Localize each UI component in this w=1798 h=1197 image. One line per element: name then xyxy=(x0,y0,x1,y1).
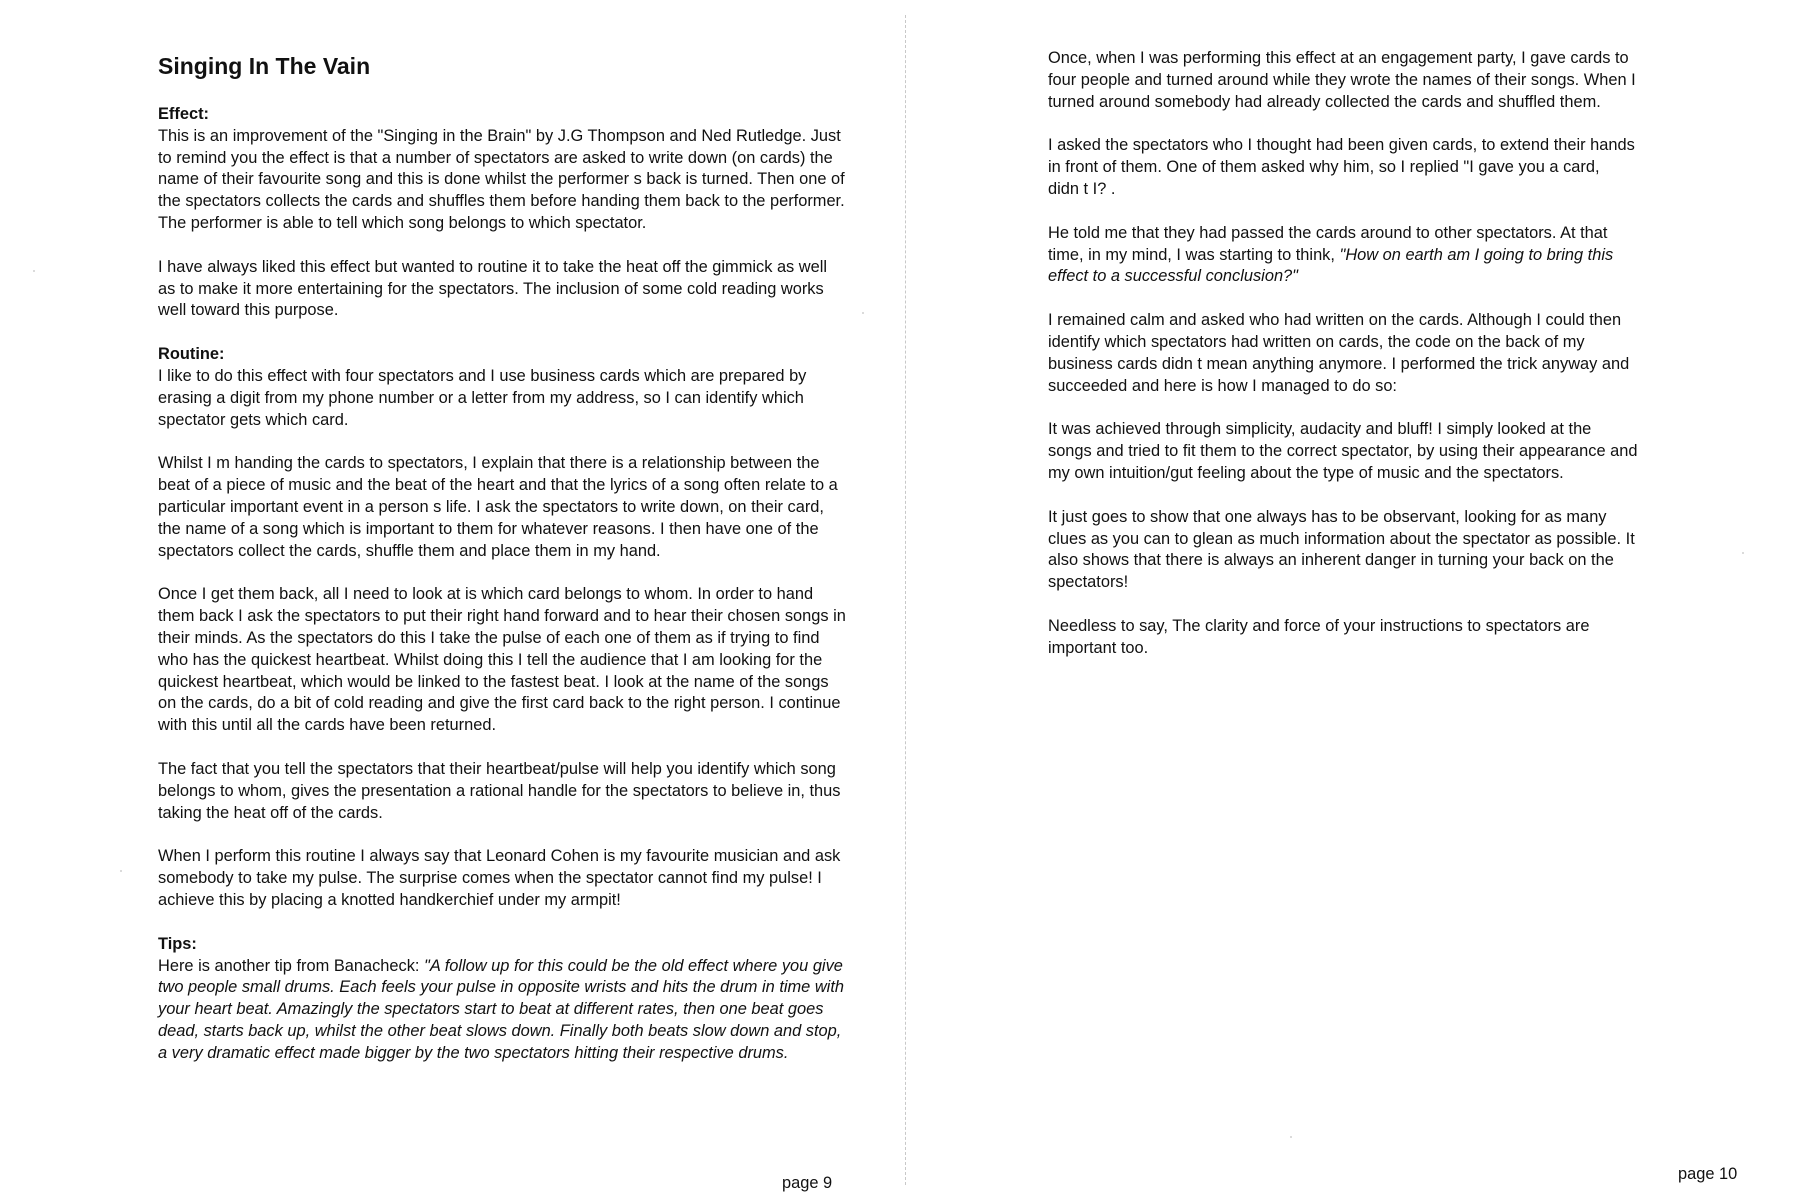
story-paragraph-2 xyxy=(1048,135,1638,200)
scan-speck xyxy=(1742,552,1744,554)
story-paragraph-3-text: He told me that they had passed the cards around to other spectators. At that time, in my mind, I was starting to think, xyxy=(1048,223,1608,264)
tips-heading: Tips: xyxy=(158,934,197,953)
effect-paragraph-2: I have always liked this effect but wanted to routine it to take the heat off the gimmick as well as to make it more entertaining for the spectators. The inclusion of some cold reading works well toward this purpose. xyxy=(158,257,828,320)
scan-speck xyxy=(862,312,864,314)
routine-paragraph-2: Whilst I m handing the cards to spectators, I explain that there is a relationship between the beat of a piece of music and the beat of the heart and that the lyrics of a song often relate to a particular important event in a person s life. I ask the spectators to write down, on their card, the name of a song which is important to them for whatever reasons. I then have one of the spectators collect the cards, shuffle them and place them in my hand. xyxy=(158,454,838,560)
story-paragraph-6: It just goes to show that one always has to be observant, looking for as many clues as you can to glean as much information about the spectator as possible. It also shows that there is always an inherent danger in turning your back on the spectators! xyxy=(1048,507,1635,592)
tips-paragraph xyxy=(158,956,848,1065)
story-paragraph-2-line-2: didn t I? . xyxy=(1048,179,1116,198)
routine-paragraph-5: When I perform this routine I always say that Leonard Cohen is my favourite musician and ask somebody to take my pulse. The surprise comes when the spectator cannot find my pulse! I achieve this by placing a knotted handkerchief under my armpit! xyxy=(158,847,841,909)
story-paragraph-3 xyxy=(1048,223,1638,288)
left-text-column xyxy=(158,48,848,1086)
routine-paragraph-3: Once I get them back, all I need to look at is which card belongs to whom. In order to hand them back I ask the spectators to put their right hand forward and to hear their chosen songs in their minds. As the spectators do this I take the pulse of each one of them as if trying to find who has the quickest heartbeat. Whilst doing this I tell the audience that I am looking for the quickest heartbeat, which would be linked to the fastest beat. I look at the name of the songs on the cards, do a bit of cold reading and give the first card back to the right person. I continue with this until all the cards have been returned. xyxy=(158,585,846,735)
scan-speck xyxy=(33,270,35,272)
story-paragraph-2-line-1: I asked the spectators who I thought had been given cards, to extend their hands in front of them. One of them asked why him, so I replied "I gave you a card, xyxy=(1048,136,1635,177)
tips-intro: Here is another tip from Banacheck: xyxy=(158,956,425,975)
article-title: Singing In The Vain xyxy=(158,53,371,79)
story-paragraph-7: Needless to say, The clarity and force of your instructions to spectators are important too. xyxy=(1048,616,1590,657)
scan-speck xyxy=(1290,1136,1292,1138)
effect-paragraph-1: This is an improvement of the "Singing in the Brain" by J.G Thompson and Ned Rutledge. Just to remind you the effect is that a number of spectators are asked to write down (on cards) the name of their favourite song and this is done whilst the performer s back is turned. Then one of the spectators collects the cards and shuffles them before handing them back to the performer. The performer is able to tell which song belongs to which spectator. xyxy=(158,126,845,232)
scan-speck xyxy=(120,870,122,872)
tips-quote: "A follow up for this could be the old effect where you give two people small drums. Each feels your pulse in opposite wrists and hits the drum in time with your heart beat. Amazingly the spectators start to beat at different rates, then one beat goes dead, starts back up, whilst the other beat slows down. Finally both beats slow down and stop, a very dramatic effect made bigger by the two spectators hitting their respective drums. xyxy=(158,956,844,1062)
right-text-column xyxy=(1048,48,1638,682)
story-paragraph-5: It was achieved through simplicity, audacity and bluff! I simply looked at the songs and tried to fit them to the correct spectator, by using their appearance and my own intuition/gut feeling about the type of music and the spectators. xyxy=(1048,420,1638,482)
routine-paragraph-4: The fact that you tell the spectators that their heartbeat/pulse will help you identify which song belongs to whom, gives the presentation a rational handle for the spectators to believe in, thus taking the heat off of the cards. xyxy=(158,759,841,822)
effect-heading: Effect: xyxy=(158,105,209,123)
routine-paragraph-1: I like to do this effect with four spectators and I use business cards which are prepared by erasing a digit from my phone number or a letter from my address, so I can identify which spectator gets which card. xyxy=(158,366,807,429)
page-number-left: page 9 xyxy=(782,1174,833,1192)
page-number-right: page 10 xyxy=(1678,1165,1738,1183)
story-paragraph-3-quote: "How on earth am I going to bring this effect to a successful conclusion?" xyxy=(1048,245,1614,286)
story-paragraph-4: I remained calm and asked who had written on the cards. Although I could then identify which spectators had written on cards, the code on the back of my business cards didn t mean anything anymore. I performed the trick anyway and succeeded and here is how I managed to do so: xyxy=(1048,311,1630,395)
story-paragraph-1: Once, when I was performing this effect at an engagement party, I gave cards to four people and turned around while they wrote the names of their songs. When I turned around somebody had already collected the cards and shuffled them. xyxy=(1048,49,1636,111)
routine-heading: Routine: xyxy=(158,345,225,364)
right-page xyxy=(900,0,1798,1197)
